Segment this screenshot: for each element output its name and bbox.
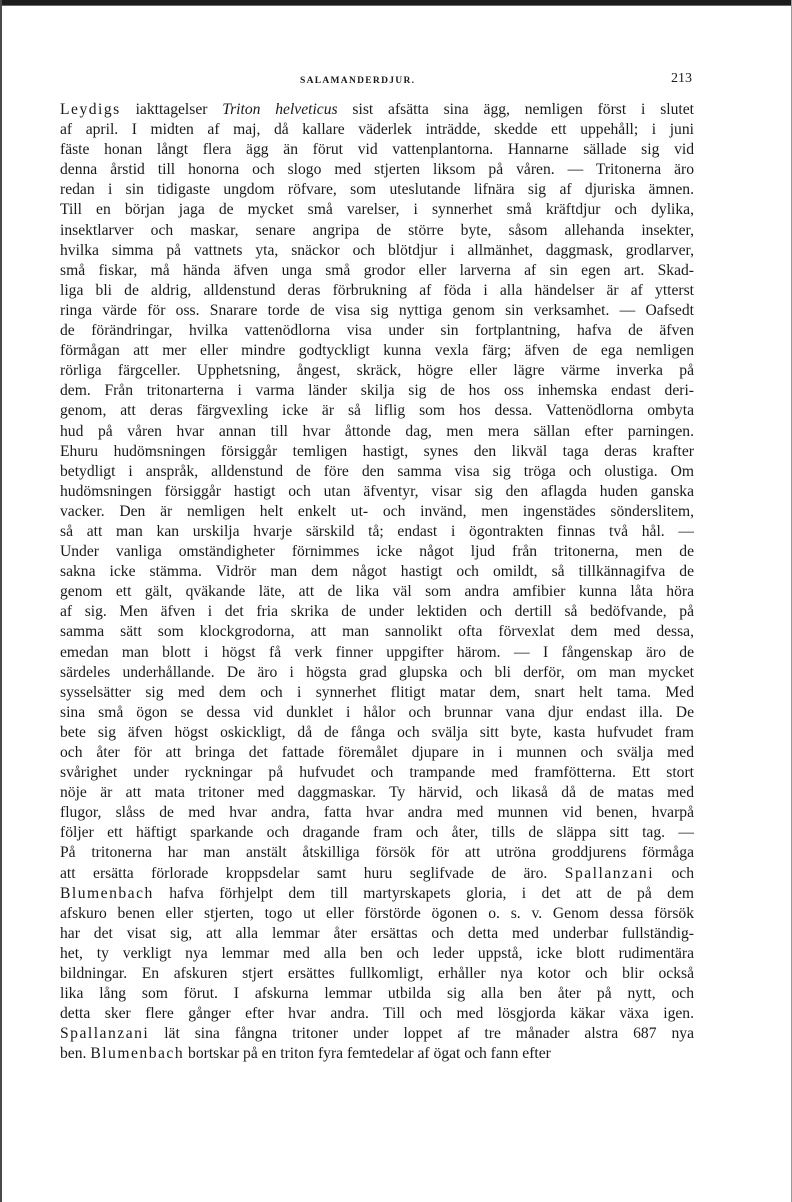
page-number: 213 (671, 71, 692, 86)
text-line (60, 823, 694, 843)
text-line (60, 542, 694, 562)
author-name: Blumenbach (90, 1045, 185, 1063)
body-text (60, 100, 694, 1065)
text-line (60, 140, 694, 160)
text-line (60, 783, 694, 803)
text-line (60, 803, 694, 823)
text-segment: sist afsätta sina ägg, nemligen först i slutet (337, 101, 694, 118)
text-segment: sina små ögon se dessa vid dunklet i hålor och brunnar vana djur endast illa. De (60, 703, 694, 721)
species-name: Triton helveticus (222, 101, 338, 118)
text-segment: svårighet under ryckningar på hufvudet och trampande med framfötterna. Ett stort (60, 764, 694, 782)
text-segment: liga bli de aldrig, alldenstund deras förbrukning af föda i alla händelser är af ytterst (60, 281, 694, 299)
text-line (60, 422, 694, 442)
text-segment: följer ett häftigt sparkande och dragande fram och åter, tills de släppa sitt tag. — (60, 824, 694, 842)
text-segment: iakttagelser (120, 101, 223, 118)
text-line (60, 522, 694, 542)
text-segment: detta sker flere gånger efter hvar andra. Till och med lösgjorda käkar växa igen. (60, 1005, 694, 1023)
text-segment: bortskar på en triton fyra femtedelar af ögat och fann efter (184, 1045, 551, 1063)
text-line (60, 562, 694, 582)
text-segment: förmågan att mer eller mindre godtyckligt kunna vexla färg; äfven de ega nemligen (60, 342, 694, 360)
text-line (60, 763, 694, 783)
text-segment: genom ett gält, qväkande läte, att de lika väl som andra amfibier kunna låta höra (60, 583, 694, 601)
author-name: Leydigs (60, 101, 121, 118)
text-line (60, 160, 694, 180)
text-line (60, 301, 694, 321)
text-line (60, 381, 694, 401)
text-segment: rörliga färgceller. Upphetsning, ångest, skräck, högre eller lägre värme inverka på (60, 362, 694, 380)
text-segment: och (654, 864, 695, 882)
text-line (60, 482, 694, 502)
text-segment: fäste honan långt flera ägg än förut vid vattenplantorna. Hannarne sällade sig vid (60, 141, 694, 159)
text-line (60, 241, 694, 261)
text-segment: flugor, slåss de med hvar andra, fatta hvar andra med munnen vid benen, hvarpå (60, 804, 694, 822)
text-segment: bete sig äfven högst oskickligt, då de fånga och svälja sitt byte, kasta hufvudet fram (60, 723, 694, 741)
text-line (60, 904, 694, 924)
text-line (60, 683, 694, 703)
text-segment: sakna icke stämma. Vidrör man dem något hastigt och omildt, så tillkännagifva de (60, 563, 694, 581)
text-segment: har det visat sig, att alla lemmar åter ersättas och detta med underbar fullständig- (60, 924, 694, 942)
text-segment: ben. (60, 1045, 91, 1063)
text-segment: betydligt i anspråk, alldenstund de före den samma visa sig tröga och olustiga. Om (60, 462, 694, 480)
text-segment: särdeles underhållande. De äro i högsta grad glupska och bli derför, om man mycket (60, 663, 694, 681)
text-line (60, 1024, 694, 1044)
text-segment: dem. Från tritonarterna i varma länder skilja sig de hos oss inhemska endast deri- (60, 382, 694, 400)
text-segment: lät sina fångna tritoner under loppet af tre månader alstra 687 nya (149, 1025, 694, 1043)
text-segment: bildningar. En afskuren stjert ersättes fullkomligt, erhåller nya kotor och blir också (60, 965, 694, 983)
text-segment: het, ty verkligt nya lemmar med alla ben och leder uppstå, icke blott rudimentära (60, 944, 694, 962)
text-segment: insektlarver och maskar, senare angripa de större byte, såsom allehanda insekter, (60, 221, 694, 239)
text-segment: af april. I midten af maj, då kallare väderlek inträdde, skedde ett uppehåll; i juni (60, 121, 694, 139)
running-title: SALAMANDERDJUR. (300, 76, 416, 86)
text-segment: Ehuru hudömsningen försiggår temligen hastigt, synes den likväl taga deras krafter (60, 442, 694, 460)
text-segment: sysselsätter sig med dem och i synnerhet flitigt matar dem, snart helt tama. Med (60, 683, 694, 701)
text-line (60, 643, 694, 663)
text-segment: Till en början jaga de mycket små varelser, i synnerhet små kräftdjur och dylika, (60, 201, 694, 219)
text-line (60, 622, 694, 642)
text-segment: hafva förhjelpt dem till martyrskapets gloria, i det att de på dem (153, 884, 694, 902)
text-segment: af sig. Men äfven i det fria skrika de under lektiden och dertill så bedöfvande, på (60, 603, 694, 621)
text-segment: så att man kan urskilja hvarje särskild tå; endast i ögontrakten finnas två hål. — (60, 522, 694, 540)
text-line (60, 442, 694, 462)
author-name: Spallanzani (564, 864, 655, 882)
text-line (60, 321, 694, 341)
text-segment: nöje är att mata tritoner med daggmaskar. Ty härvid, och likaså då de matas med (60, 784, 694, 802)
text-line (60, 341, 694, 361)
text-segment: genom, att deras färgvexling icke är så liflig som hos dessa. Vattenödlorna ombyta (60, 402, 694, 420)
text-line (60, 964, 694, 984)
text-segment: redan i sin tidigaste ungdom röfvare, som uteslutande lifnära sig af djuriska ämnen. (60, 181, 694, 199)
text-line (60, 663, 694, 683)
text-segment: de förändringar, hvilka vattenödlorna visa under sin fortplantning, hafva de äfven (60, 322, 694, 340)
text-line (60, 703, 694, 723)
text-line (60, 261, 694, 281)
text-line (60, 100, 694, 120)
text-segment: hudömsningen försiggår hastigt och utan äfventyr, visar sig den aflagda huden ganska (60, 482, 694, 500)
text-segment: Under vanliga omständigheter förnimmes icke något ljud från tritonerna, men de (60, 543, 694, 561)
text-segment: afskuro benen eller stjerten, togo ut eller förstörde ögonen o. s. v. Genom dessa försök (60, 904, 694, 922)
text-line (60, 1004, 694, 1024)
text-line (60, 221, 694, 241)
text-line (60, 743, 694, 763)
author-name: Blumenbach (60, 884, 154, 902)
text-line (60, 1044, 694, 1064)
text-line (60, 924, 694, 944)
text-segment: samma sätt som klockgrodorna, att man sannolikt ofta förvexlat dem med dessa, (60, 623, 694, 641)
text-segment: vacker. Den är nemligen helt enkelt ut- och invänd, men ingenstädes sönderslitem, (60, 502, 694, 520)
text-line (60, 944, 694, 964)
text-line (60, 281, 694, 301)
text-segment: hvilka simma på vattnets yta, snäckor och blötdjur i allmänhet, daggmask, grodlarver, (60, 241, 694, 259)
text-line (60, 602, 694, 622)
text-line (60, 462, 694, 482)
scan-left-edge (0, 0, 2, 1202)
scan-top-edge-line (0, 5, 792, 6)
text-line (60, 582, 694, 602)
text-line (60, 723, 694, 743)
text-segment: hud på våren hvar annan till hvar åttonde dag, men mera sällan efter parningen. (60, 422, 694, 440)
text-segment: lika lång som förut. I afskurna lemmar utbilda sig alla ben åter på nytt, och (60, 985, 694, 1003)
text-line (60, 864, 694, 884)
text-line (60, 884, 694, 904)
text-segment: att ersätta förlorade kroppsdelar samt huru seglifvade de äro. (60, 864, 565, 882)
text-segment: denna årstid till honorna och slogo med stjerten liksom på våren. — Tritonerna äro (60, 161, 694, 179)
text-segment: ringa värde för oss. Snarare torde de visa sig nyttiga genom sin verksamhet. — Oafsedt (60, 301, 694, 319)
text-line (60, 401, 694, 421)
text-segment: och åter för att bringa det fattade föremålet djupare in i munnen och svälja med (60, 744, 694, 761)
text-segment: På tritonerna har man anstält åtskilliga försök för att utröna groddjurens förmåga (60, 844, 694, 862)
text-line (60, 984, 694, 1004)
text-segment: emedan man blott i högst få verk finner uppgifter härom. — I fångenskap äro de (60, 643, 694, 661)
text-line (60, 502, 694, 522)
text-line (60, 120, 694, 140)
text-segment: små fiskar, må hända äfven unga små grodor eller larverna af sin egen art. Skad- (60, 261, 694, 279)
text-line (60, 843, 694, 863)
author-name: Spallanzani (60, 1025, 150, 1043)
text-line (60, 361, 694, 381)
text-line (60, 180, 694, 200)
text-line (60, 200, 694, 220)
